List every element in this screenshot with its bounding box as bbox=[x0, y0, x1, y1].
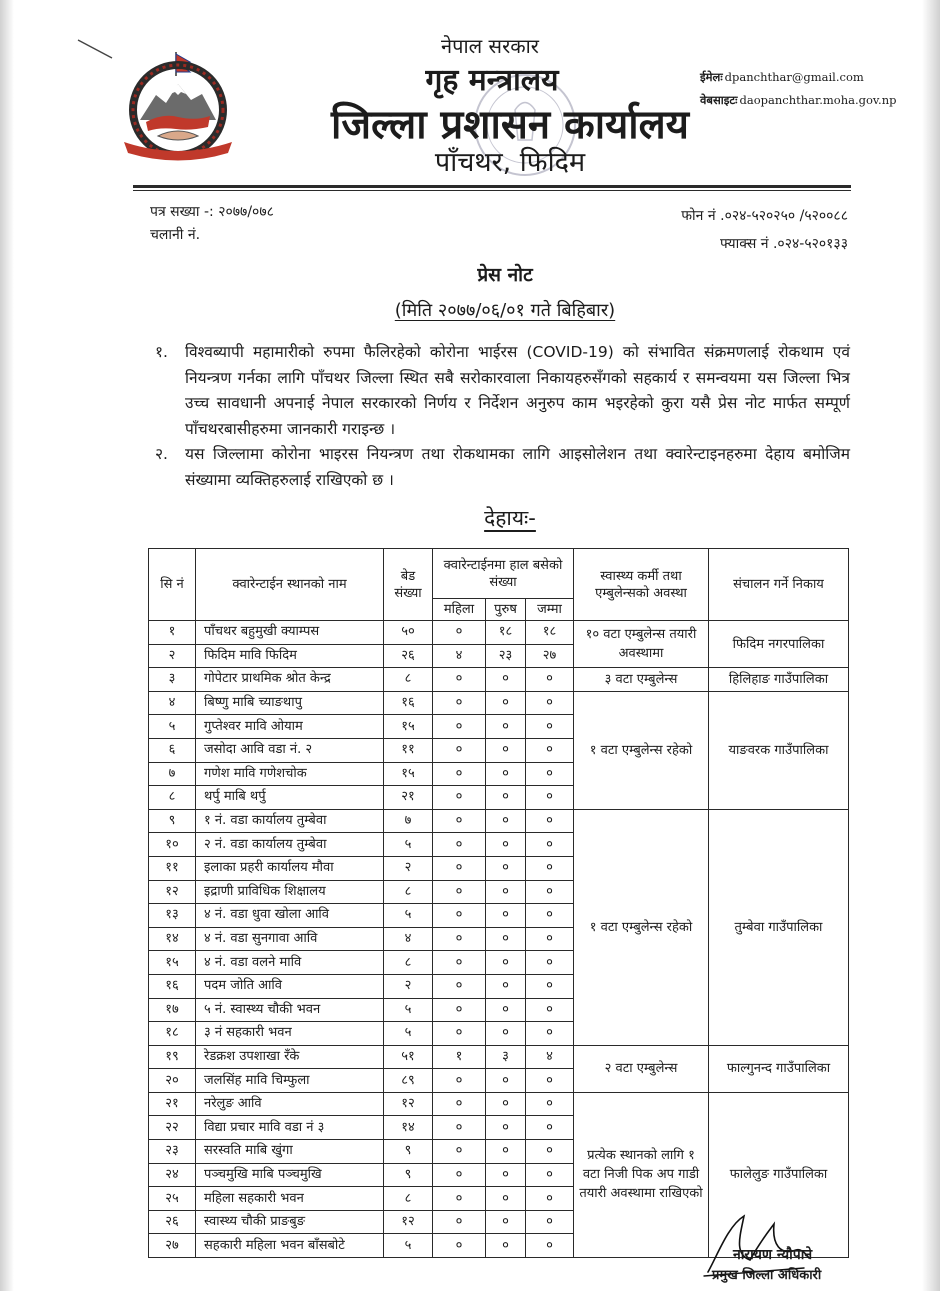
female-count-cell: ० bbox=[433, 998, 486, 1022]
female-count-cell: ० bbox=[433, 1069, 486, 1093]
col-agency-header: संचालन गर्ने निकाय bbox=[709, 549, 849, 621]
paragraph-number: २. bbox=[155, 445, 168, 463]
bed-count-cell: ११ bbox=[384, 738, 433, 762]
dispatch-number: चलानी नं. bbox=[150, 227, 201, 243]
bed-count-cell: १६ bbox=[384, 691, 433, 715]
place-name-cell: १ नं. वडा कार्यालय तुम्बेवा bbox=[196, 809, 384, 833]
total-count-cell: ० bbox=[526, 1187, 574, 1211]
female-count-cell: ० bbox=[433, 1234, 486, 1258]
col-male-header: पुरुष bbox=[486, 599, 526, 621]
operating-agency-cell: फाल्गुनन्द गाउँपालिका bbox=[709, 1045, 849, 1092]
operating-agency-cell: तुम्बेवा गाउँपालिका bbox=[709, 809, 849, 1045]
female-count-cell: ० bbox=[433, 880, 486, 904]
place-name-cell: फिदिम मावि फिदिम bbox=[196, 644, 384, 668]
place-name-cell: इद्राणी प्राविधिक शिक्षालय bbox=[196, 880, 384, 904]
office-location: पाँचथर, फिदिम bbox=[434, 147, 586, 178]
total-count-cell: ० bbox=[526, 974, 574, 998]
female-count-cell: ० bbox=[433, 1116, 486, 1140]
paragraph-text: विश्वब्यापी महामारीको रुपमा फैलिरहेको कोरोना भाईरस (COVID-19) को संभावित संक्रमणलाई रोकथाम एवं नियन्त्रण गर्नका लागि पाँचथर जिल्ला स्थित सबै सरोकारवाला निकायहरुसँगको सहकार्य र समन्वयमा यस जिल्ला भित्र उच्च सावधानी अपनाई नेपाल सरकारको निर्णय र निर्देशन अनुरुप काम भइरहेको कुरा यसै प्रेस नोट मार्फत सम्पूर्ण पाँचथरबासीहरुमा जानकारी गराइन्छ । bbox=[185, 343, 850, 438]
serial-cell: १६ bbox=[149, 974, 196, 998]
bed-count-cell: २ bbox=[384, 974, 433, 998]
male-count-cell: ० bbox=[486, 951, 526, 975]
paragraph-text: यस जिल्लामा कोरोना भाइरस नियन्त्रण तथा रोकथामका लागि आइसोलेशन तथा क्वारेन्टाइनहरुमा देहाय बमोजिम संख्यामा व्यक्तिहरुलाई राखिएको छ । bbox=[185, 445, 850, 489]
scan-shadow-left bbox=[0, 0, 14, 1291]
col-place-header: क्वारेन्टाईन स्थानको नाम bbox=[196, 549, 384, 621]
table-row bbox=[149, 621, 849, 645]
male-count-cell: ० bbox=[486, 1234, 526, 1258]
header-rule bbox=[133, 185, 851, 188]
female-count-cell: ० bbox=[433, 621, 486, 645]
website-label: वेबसाइटः bbox=[700, 93, 738, 107]
total-count-cell: ० bbox=[526, 1163, 574, 1187]
bed-count-cell: ५ bbox=[384, 904, 433, 928]
bed-count-cell: ८९ bbox=[384, 1069, 433, 1093]
bed-count-cell: ५१ bbox=[384, 1045, 433, 1069]
total-count-cell: ० bbox=[526, 1069, 574, 1093]
male-count-cell: ० bbox=[486, 1116, 526, 1140]
total-count-cell: ० bbox=[526, 998, 574, 1022]
serial-cell: ९ bbox=[149, 809, 196, 833]
serial-cell: १४ bbox=[149, 927, 196, 951]
ministry-name: गृह मन्त्रालय bbox=[425, 63, 559, 98]
total-count-cell: ० bbox=[526, 715, 574, 739]
email-label: ईमेलः bbox=[700, 70, 723, 84]
place-name-cell: सहकारी महिला भवन बाँसबोटे bbox=[196, 1234, 384, 1258]
male-count-cell: ० bbox=[486, 1069, 526, 1093]
male-count-cell: ० bbox=[486, 904, 526, 928]
paragraph-1 bbox=[155, 340, 850, 442]
serial-cell: १५ bbox=[149, 951, 196, 975]
serial-cell: ११ bbox=[149, 856, 196, 880]
serial-cell: ८ bbox=[149, 786, 196, 810]
female-count-cell: ० bbox=[433, 1187, 486, 1211]
col-current-occupancy-header: क्वारेन्टाईनमा हाल बसेको संख्या bbox=[433, 549, 574, 599]
male-count-cell: ० bbox=[486, 809, 526, 833]
body-paragraphs bbox=[155, 340, 850, 493]
serial-cell: २२ bbox=[149, 1116, 196, 1140]
document-title: प्रेस नोट bbox=[477, 264, 533, 286]
male-count-cell: ० bbox=[486, 856, 526, 880]
female-count-cell: ० bbox=[433, 904, 486, 928]
serial-cell: २६ bbox=[149, 1210, 196, 1234]
total-count-cell: ० bbox=[526, 809, 574, 833]
female-count-cell: ० bbox=[433, 833, 486, 857]
operating-agency-cell: हिलिहाङ गाउँपालिका bbox=[709, 668, 849, 692]
female-count-cell: ० bbox=[433, 668, 486, 692]
male-count-cell: ० bbox=[486, 762, 526, 786]
serial-cell: २३ bbox=[149, 1140, 196, 1164]
male-count-cell: ० bbox=[486, 786, 526, 810]
female-count-cell: ० bbox=[433, 1022, 486, 1046]
total-count-cell: ० bbox=[526, 1210, 574, 1234]
male-count-cell: ० bbox=[486, 998, 526, 1022]
male-count-cell: ० bbox=[486, 691, 526, 715]
email-address: dpanchthar@gmail.com bbox=[724, 70, 864, 84]
place-name-cell: सरस्वति माबि खुंगा bbox=[196, 1140, 384, 1164]
serial-cell: १ bbox=[149, 621, 196, 645]
bed-count-cell: २ bbox=[384, 856, 433, 880]
bed-count-cell: ८ bbox=[384, 880, 433, 904]
col-serial-header: सि नं bbox=[149, 549, 196, 621]
bed-count-cell: ७ bbox=[384, 809, 433, 833]
health-ambulance-status-cell: ३ वटा एम्बुलेन्स bbox=[574, 668, 709, 692]
female-count-cell: ४ bbox=[433, 644, 486, 668]
female-count-cell: ० bbox=[433, 1140, 486, 1164]
place-name-cell: गोपेटार प्राथमिक श्रोत केन्द्र bbox=[196, 668, 384, 692]
serial-cell: २४ bbox=[149, 1163, 196, 1187]
total-count-cell: ० bbox=[526, 951, 574, 975]
serial-cell: १० bbox=[149, 833, 196, 857]
place-name-cell: महिला सहकारी भवन bbox=[196, 1187, 384, 1211]
bed-count-cell: ५ bbox=[384, 998, 433, 1022]
total-count-cell: ० bbox=[526, 1140, 574, 1164]
operating-agency-cell: याङवरक गाउँपालिका bbox=[709, 691, 849, 809]
place-name-cell: बिष्णु माबि च्याङथापु bbox=[196, 691, 384, 715]
annex-heading bbox=[210, 503, 810, 533]
bed-count-cell: १५ bbox=[384, 715, 433, 739]
bed-count-cell: ९ bbox=[384, 1140, 433, 1164]
serial-cell: ४ bbox=[149, 691, 196, 715]
total-count-cell: ० bbox=[526, 1234, 574, 1258]
male-count-cell: ० bbox=[486, 1163, 526, 1187]
total-count-cell: ० bbox=[526, 904, 574, 928]
scan-mark bbox=[76, 38, 116, 62]
serial-cell: १८ bbox=[149, 1022, 196, 1046]
male-count-cell: ० bbox=[486, 715, 526, 739]
total-count-cell: ० bbox=[526, 762, 574, 786]
place-name-cell: जलसिंह मावि चिम्फुला bbox=[196, 1069, 384, 1093]
bed-count-cell: १२ bbox=[384, 1092, 433, 1116]
col-female-header: महिला bbox=[433, 599, 486, 621]
table-row bbox=[149, 1045, 849, 1069]
signatory-name: नारायण न्यौपाने bbox=[733, 1247, 813, 1263]
bed-count-cell: ५ bbox=[384, 1022, 433, 1046]
serial-cell: १९ bbox=[149, 1045, 196, 1069]
female-count-cell: ० bbox=[433, 715, 486, 739]
serial-cell: ६ bbox=[149, 738, 196, 762]
place-name-cell: गुप्तेश्वर मावि ओयाम bbox=[196, 715, 384, 739]
male-count-cell: ० bbox=[486, 1022, 526, 1046]
table-header bbox=[149, 549, 849, 621]
government-name: नेपाल सरकार bbox=[441, 34, 539, 58]
contact-info bbox=[700, 66, 896, 112]
serial-cell: १२ bbox=[149, 880, 196, 904]
female-count-cell: ० bbox=[433, 762, 486, 786]
email-line bbox=[700, 66, 896, 89]
bed-count-cell: ५० bbox=[384, 621, 433, 645]
table-row bbox=[149, 668, 849, 692]
fax-number: फ्याक्स नं .०२४-५२०१३३ bbox=[720, 236, 848, 252]
bed-count-cell: ८ bbox=[384, 668, 433, 692]
serial-cell: २१ bbox=[149, 1092, 196, 1116]
bed-count-cell: ८ bbox=[384, 1187, 433, 1211]
male-count-cell: ० bbox=[486, 1210, 526, 1234]
male-count-cell: २३ bbox=[486, 644, 526, 668]
total-count-cell: ० bbox=[526, 1022, 574, 1046]
female-count-cell: ० bbox=[433, 786, 486, 810]
male-count-cell: ० bbox=[486, 738, 526, 762]
table-header-row bbox=[149, 549, 849, 599]
place-name-cell: पदम जोति आवि bbox=[196, 974, 384, 998]
bed-count-cell: २१ bbox=[384, 786, 433, 810]
place-name-cell: पञ्चमुखि माबि पञ्चमुखि bbox=[196, 1163, 384, 1187]
place-name-cell: २ नं. वडा कार्यालय तुम्बेवा bbox=[196, 833, 384, 857]
bed-count-cell: २६ bbox=[384, 644, 433, 668]
letter-number: पत्र सख्या -: २०७७/०७८ bbox=[150, 204, 274, 220]
bed-count-cell: ४ bbox=[384, 927, 433, 951]
bed-count-cell: ९ bbox=[384, 1163, 433, 1187]
reference-right bbox=[681, 202, 848, 258]
place-name-cell: ३ नं सहकारी भवन bbox=[196, 1022, 384, 1046]
reference-left bbox=[150, 201, 274, 247]
serial-cell: १७ bbox=[149, 998, 196, 1022]
total-count-cell: २७ bbox=[526, 644, 574, 668]
place-name-cell: नरेलुङ आवि bbox=[196, 1092, 384, 1116]
serial-cell: २७ bbox=[149, 1234, 196, 1258]
quarantine-table bbox=[148, 548, 849, 1258]
signatory-designation: प्रमुख जिल्ला अधिकारी bbox=[712, 1268, 822, 1283]
col-health-header: स्वास्थ्य कर्मी तथा एम्बुलेन्सको अवस्था bbox=[574, 549, 709, 621]
place-name-cell: स्वास्थ्य चौकी प्राङबुङ bbox=[196, 1210, 384, 1234]
place-name-cell: ५ नं. स्वास्थ्य चौकी भवन bbox=[196, 998, 384, 1022]
male-count-cell: ० bbox=[486, 1187, 526, 1211]
female-count-cell: ० bbox=[433, 809, 486, 833]
table-row bbox=[149, 691, 849, 715]
bed-count-cell: ८ bbox=[384, 951, 433, 975]
total-count-cell: ० bbox=[526, 738, 574, 762]
office-name: जिल्ला प्रशासन कार्यालय bbox=[331, 102, 689, 148]
male-count-cell: ० bbox=[486, 1092, 526, 1116]
place-name-cell: विद्या प्रचार मावि वडा नं ३ bbox=[196, 1116, 384, 1140]
place-name-cell: ४ नं. वडा धुवा खोला आवि bbox=[196, 904, 384, 928]
total-count-cell: ० bbox=[526, 1116, 574, 1140]
table-row bbox=[149, 809, 849, 833]
serial-cell: २५ bbox=[149, 1187, 196, 1211]
scan-shadow-right bbox=[922, 0, 940, 1291]
bed-count-cell: ५ bbox=[384, 833, 433, 857]
place-name-cell: ४ नं. वडा सुनगावा आवि bbox=[196, 927, 384, 951]
female-count-cell: १ bbox=[433, 1045, 486, 1069]
male-count-cell: ० bbox=[486, 880, 526, 904]
serial-cell: ७ bbox=[149, 762, 196, 786]
table-row bbox=[149, 1092, 849, 1116]
col-beds-header: बेड संख्या bbox=[384, 549, 433, 621]
male-count-cell: ० bbox=[486, 668, 526, 692]
place-name-cell: जसोदा आवि वडा नं. २ bbox=[196, 738, 384, 762]
serial-cell: ५ bbox=[149, 715, 196, 739]
female-count-cell: ० bbox=[433, 738, 486, 762]
table-body bbox=[149, 621, 849, 1258]
paragraph-2 bbox=[155, 442, 850, 493]
health-ambulance-status-cell: १ वटा एम्बुलेन्स रहेको bbox=[574, 809, 709, 1045]
place-name-cell: रेडक्रश उपशाखा रँके bbox=[196, 1045, 384, 1069]
total-count-cell: १८ bbox=[526, 621, 574, 645]
website-line bbox=[700, 89, 896, 112]
male-count-cell: १८ bbox=[486, 621, 526, 645]
col-total-header: जम्मा bbox=[526, 599, 574, 621]
male-count-cell: ० bbox=[486, 974, 526, 998]
operating-agency-cell: फालेलुङ गाउँपालिका bbox=[709, 1092, 849, 1257]
nepal-emblem-logo bbox=[118, 50, 238, 162]
male-count-cell: ० bbox=[486, 1140, 526, 1164]
male-count-cell: ० bbox=[486, 833, 526, 857]
female-count-cell: ० bbox=[433, 691, 486, 715]
bed-count-cell: ५ bbox=[384, 1234, 433, 1258]
female-count-cell: ० bbox=[433, 927, 486, 951]
phone-number: फोन नं .०२४-५२०२५० /५२००८८ bbox=[681, 208, 848, 224]
total-count-cell: ४ bbox=[526, 1045, 574, 1069]
total-count-cell: ० bbox=[526, 880, 574, 904]
website-address: daopanchthar.moha.gov.np bbox=[739, 93, 897, 107]
serial-cell: १३ bbox=[149, 904, 196, 928]
bed-count-cell: १२ bbox=[384, 1210, 433, 1234]
health-ambulance-status-cell: १ वटा एम्बुलेन्स रहेको bbox=[574, 691, 709, 809]
female-count-cell: ० bbox=[433, 1092, 486, 1116]
male-count-cell: ० bbox=[486, 927, 526, 951]
place-name-cell: ४ नं. वडा वलने मावि bbox=[196, 951, 384, 975]
total-count-cell: ० bbox=[526, 691, 574, 715]
bed-count-cell: १५ bbox=[384, 762, 433, 786]
serial-cell: २० bbox=[149, 1069, 196, 1093]
date-text: (मिति २०७७/०६/०१ गते बिहिबार) bbox=[394, 300, 616, 321]
place-name-cell: गणेश मावि गणेशचोक bbox=[196, 762, 384, 786]
health-ambulance-status-cell: १० वटा एम्बुलेन्स तयारी अवस्थामा bbox=[574, 621, 709, 668]
health-ambulance-status-cell: २ वटा एम्बुलेन्स bbox=[574, 1045, 709, 1092]
total-count-cell: ० bbox=[526, 1092, 574, 1116]
female-count-cell: ० bbox=[433, 951, 486, 975]
place-name-cell: थर्पु माबि थर्पु bbox=[196, 786, 384, 810]
female-count-cell: ० bbox=[433, 1210, 486, 1234]
bed-count-cell: १४ bbox=[384, 1116, 433, 1140]
serial-cell: २ bbox=[149, 644, 196, 668]
female-count-cell: ० bbox=[433, 974, 486, 998]
total-count-cell: ० bbox=[526, 856, 574, 880]
place-name-cell: इलाका प्रहरी कार्यालय मौवा bbox=[196, 856, 384, 880]
annex-heading-text: देहायः- bbox=[484, 506, 536, 530]
operating-agency-cell: फिदिम नगरपालिका bbox=[709, 621, 849, 668]
place-name-cell: पाँचथर बहुमुखी क्याम्पस bbox=[196, 621, 384, 645]
health-ambulance-status-cell: प्रत्येक स्थानको लागि १ वटा निजी पिक अप गाडी तयारी अवस्थामा राखिएको bbox=[574, 1092, 709, 1257]
header-rule-thin bbox=[133, 190, 851, 191]
total-count-cell: ० bbox=[526, 668, 574, 692]
female-count-cell: ० bbox=[433, 856, 486, 880]
paragraph-number: १. bbox=[155, 343, 168, 361]
female-count-cell: ० bbox=[433, 1163, 486, 1187]
date-line bbox=[205, 298, 805, 324]
serial-cell: ३ bbox=[149, 668, 196, 692]
total-count-cell: ० bbox=[526, 927, 574, 951]
male-count-cell: ३ bbox=[486, 1045, 526, 1069]
total-count-cell: ० bbox=[526, 833, 574, 857]
total-count-cell: ० bbox=[526, 786, 574, 810]
